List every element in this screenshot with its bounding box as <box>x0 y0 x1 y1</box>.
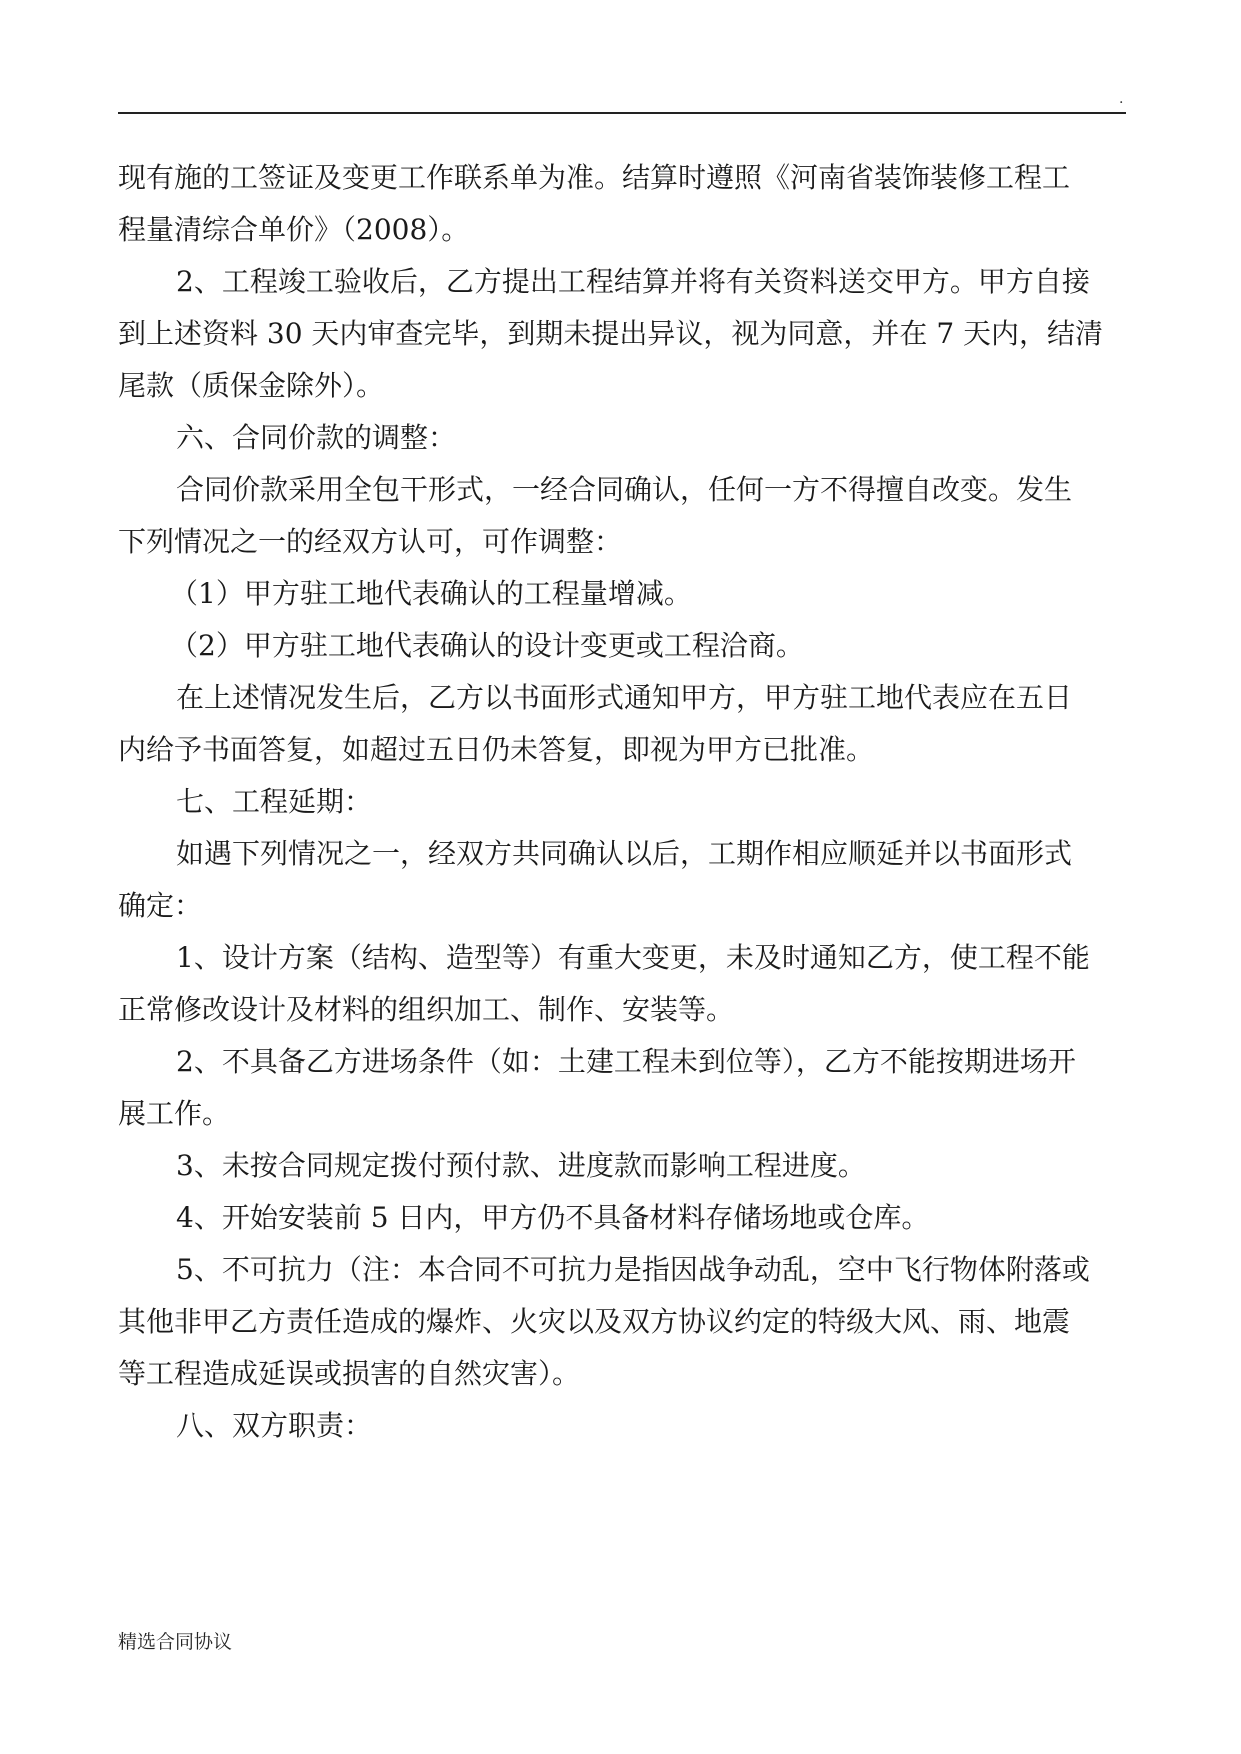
footer-text: 精选合同协议 <box>118 1631 233 1653</box>
text-line: 尾款（质保金除外）。 <box>118 369 385 402</box>
text-line: 现有施的工签证及变更工作联系单为准。结算时遵照《河南省装饰装修工程工 <box>118 161 1071 194</box>
text-line: 确定： <box>118 889 203 922</box>
text-line: 到上述资料 30 天内审查完毕，到期未提出异议，视为同意，并在 7 天内，结清 <box>118 317 1104 350</box>
list-item: （1）甲方驻工地代表确认的工程量增减。 <box>170 577 692 610</box>
text-line: 在上述情况发生后，乙方以书面形式通知甲方，甲方驻工地代表应在五日 <box>176 681 1073 714</box>
text-line: 如遇下列情况之一，经双方共同确认以后，工期作相应顺延并以书面形式 <box>176 837 1073 870</box>
text-line: 下列情况之一的经双方认可，可作调整： <box>118 525 623 558</box>
text-line: 展工作。 <box>118 1097 231 1130</box>
list-item: 2、不具备乙方进场条件（如：土建工程未到位等），乙方不能按期进场开 <box>176 1045 1076 1078</box>
list-item: 1、设计方案（结构、造型等）有重大变更，未及时通知乙方，使工程不能 <box>176 941 1090 974</box>
list-item: （2）甲方驻工地代表确认的设计变更或工程洽商。 <box>170 629 804 662</box>
header-mark: . <box>1119 91 1124 107</box>
text-line: 程量清综合单价》（2008）。 <box>118 213 470 246</box>
section-heading: 六、合同价款的调整： <box>176 421 457 454</box>
text-line: 内给予书面答复，如超过五日仍未答复，即视为甲方已批准。 <box>118 733 875 766</box>
list-item: 5、不可抗力（注：本合同不可抗力是指因战争动乱，空中飞行物体附落或 <box>176 1253 1090 1286</box>
text-line: 其他非甲乙方责任造成的爆炸、火灾以及双方协议约定的特级大风、雨、地震 <box>118 1305 1071 1338</box>
list-item: 4、开始安装前 5 日内，甲方仍不具备材料存储场地或仓库。 <box>176 1201 930 1234</box>
header-rule <box>118 112 1126 114</box>
section-heading: 八、双方职责： <box>176 1409 373 1442</box>
text-line: 2、工程竣工验收后，乙方提出工程结算并将有关资料送交甲方。甲方自接 <box>176 265 1090 298</box>
text-line: 合同价款采用全包干形式，一经合同确认，任何一方不得擅自改变。发生 <box>176 473 1073 506</box>
list-item: 3、未按合同规定拨付预付款、进度款而影响工程进度。 <box>176 1149 866 1182</box>
text-line: 等工程造成延误或损害的自然灾害）。 <box>118 1357 581 1390</box>
text-line: 正常修改设计及材料的组织加工、制作、安装等。 <box>118 993 735 1026</box>
section-heading: 七、工程延期： <box>176 785 373 818</box>
